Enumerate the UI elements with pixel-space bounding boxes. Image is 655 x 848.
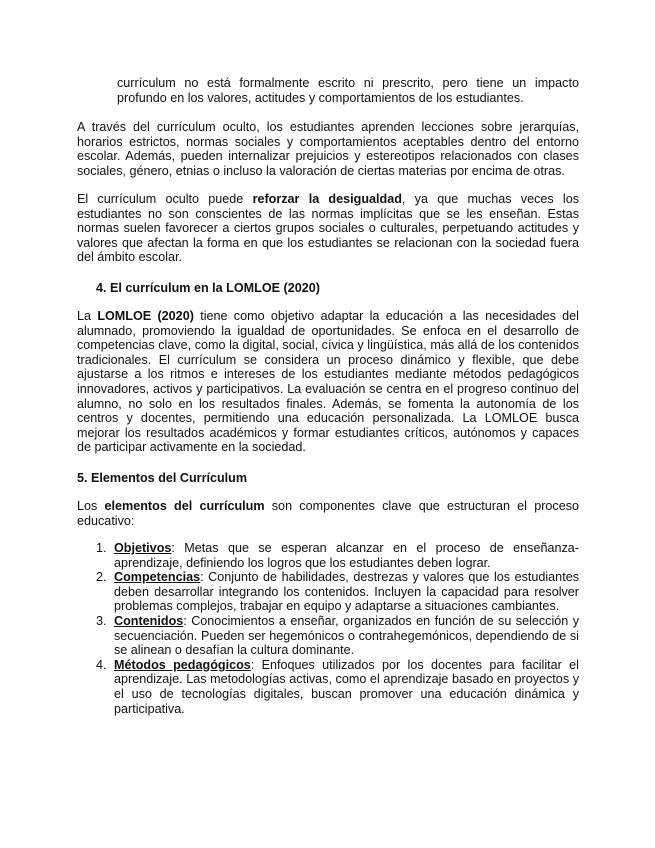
list-number: 4. [96, 657, 107, 672]
list-number: 1. [96, 541, 107, 555]
elements-list [77, 541, 579, 716]
list-item-objetivos [77, 541, 579, 570]
text-segment: Los [77, 499, 105, 513]
list-item-contenidos [77, 614, 579, 658]
list-number: 2. [96, 570, 107, 585]
text-segment: son componentes clave que estructuran el proceso educativo: [77, 499, 579, 528]
list-item-competencias [77, 570, 579, 614]
paragraph-hidden-curriculum-lessons: A través del currículum oculto, los estudiantes aprenden lecciones sobre jerarquías, horarios estrictos, normas sociales y comportamientos aceptables dentro del entorno escolar. Además, pueden internalizar prejuicios y estereotipos relacionados con clases sociales, género, etnias o incluso la valoración de ciertas materias por encima de otras. [77, 120, 579, 178]
list-term: Métodos pedagógicos [114, 657, 251, 672]
paragraph-reinforce-inequality [77, 192, 579, 265]
continued-paragraph: currículum no está formalmente escrito ni prescrito, pero tiene un impacto profundo en los valores, actitudes y comportamientos de los estudiantes. [117, 76, 579, 105]
list-number: 3. [96, 613, 107, 628]
list-text: : Metas que se esperan alcanzar en el proceso de enseñanza-aprendizaje, definiendo los logros que los estudiantes deben lograr. [114, 541, 579, 570]
heading-section-4: 4. El currículum en la LOMLOE (2020) [96, 281, 320, 295]
text-segment: tiene como objetivo adaptar la educación a las necesidades del alumnado, promoviendo la igualdad de oportunidades. Se enfoca en el desarrollo de competencias clave, como la digital, social, cívica y lingüística, más allá de los contenidos tradicionales. El currículum se considera un proceso dinámico y flexible, que debe ajustarse a los ritmos e intereses de los estudiantes mediante métodos pedagógicos innovadores, activos y participativos. La evaluación se centra en el progreso continuo del alumno, no solo en los resultados finales. Además, se fomenta la autonomía de los centros y docentes, permitiendo una educación personalizada. La LOMLOE busca mejorar los resultados académicos y formar estudiantes críticos, autónomos y capaces de participar activamente en la sociedad. [77, 309, 579, 455]
heading-section-5: 5. Elementos del Currículum [77, 471, 248, 485]
text-segment: La [77, 309, 98, 323]
paragraph-curriculum-elements [77, 499, 579, 528]
text-segment: , ya que muchas veces los estudiantes no son conscientes de las normas implícitas que se les enseñan. Estas normas suelen favorecer a ciertos grupos sociales o culturales, perpetuando actitudes y valores que afectan la forma en que los estudiantes se relacionan con la sociedad fuera del ámbito escolar. [77, 192, 580, 265]
list-term: Contenidos [114, 613, 184, 628]
text-segment: El currículum oculto puede [77, 192, 253, 206]
list-text: : Conocimientos a enseñar, organizados en función de su selección y secuenciación. Pueden ser hegemónicos o contrahegemónicos, dependiendo de si se alinean o desafían la cultura dominante. [114, 613, 579, 658]
bold-term: reforzar la desigualdad [252, 192, 402, 206]
list-term: Competencias [114, 570, 201, 585]
paragraph-lomloe [77, 309, 579, 455]
bold-term: LOMLOE (2020) [97, 309, 194, 323]
list-item-metodos-pedagogicos [77, 658, 579, 716]
list-term: Objetivos [114, 541, 172, 555]
list-text: : Conjunto de habilidades, destrezas y valores que los estudiantes deben desarrollar integrando los contenidos. Incluyen la capacidad para resolver problemas complejos, trabajar en equipo y adaptarse a situaciones cambiantes. [114, 570, 579, 614]
bold-term: elementos del currículum [104, 499, 265, 513]
list-text: : Enfoques utilizados por los docentes para facilitar el aprendizaje. Las metodologías activas, como el aprendizaje basado en proyectos y el uso de tecnologías digitales, buscan promover una educación dinámica y participativa. [114, 657, 579, 716]
